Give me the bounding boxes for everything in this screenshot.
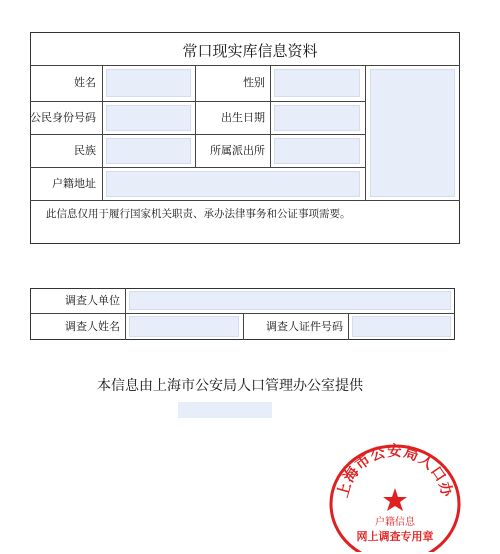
police-station-field[interactable]	[274, 138, 360, 164]
investigator-name-label: 调查人姓名	[65, 320, 120, 333]
official-seal	[325, 432, 465, 552]
provider-text: 本信息由上海市公安局人口管理办公室提供	[97, 378, 363, 394]
birth-date-label: 出生日期	[221, 111, 265, 124]
household-address-label: 户籍地址	[52, 177, 96, 190]
ethnicity-field[interactable]	[106, 138, 191, 164]
photo-area	[370, 69, 455, 197]
blank-field	[178, 402, 272, 418]
gender-field[interactable]	[274, 69, 360, 97]
form-title: 常口现实库信息资料	[182, 42, 318, 60]
investigator-id-field[interactable]	[352, 316, 451, 337]
gender-label: 性别	[243, 76, 265, 89]
investigator-id-label: 调查人证件号码	[266, 320, 343, 333]
usage-note: 此信息仅用于履行国家机关职责、承办法律事务和公证事项需要。	[46, 208, 351, 220]
seal-line1: 户籍信息	[375, 517, 415, 528]
investigator-unit-label: 调查人单位	[65, 294, 120, 307]
ethnicity-label: 民族	[74, 144, 96, 157]
investigator-name-field[interactable]	[129, 316, 239, 337]
name-field[interactable]	[106, 69, 191, 97]
name-label: 姓名	[74, 76, 96, 89]
police-station-label: 所属派出所	[210, 144, 265, 157]
seal-arc-text: 上海市公安局人口办	[334, 443, 456, 500]
star-icon	[383, 488, 407, 511]
household-address-field[interactable]	[106, 171, 360, 197]
id-number-field[interactable]	[106, 105, 191, 131]
id-number-label: 公民身份号码	[30, 111, 96, 124]
birth-date-field[interactable]	[274, 105, 360, 131]
seal-line2: 网上调查专用章	[356, 530, 434, 543]
investigator-unit-field[interactable]	[129, 291, 451, 310]
